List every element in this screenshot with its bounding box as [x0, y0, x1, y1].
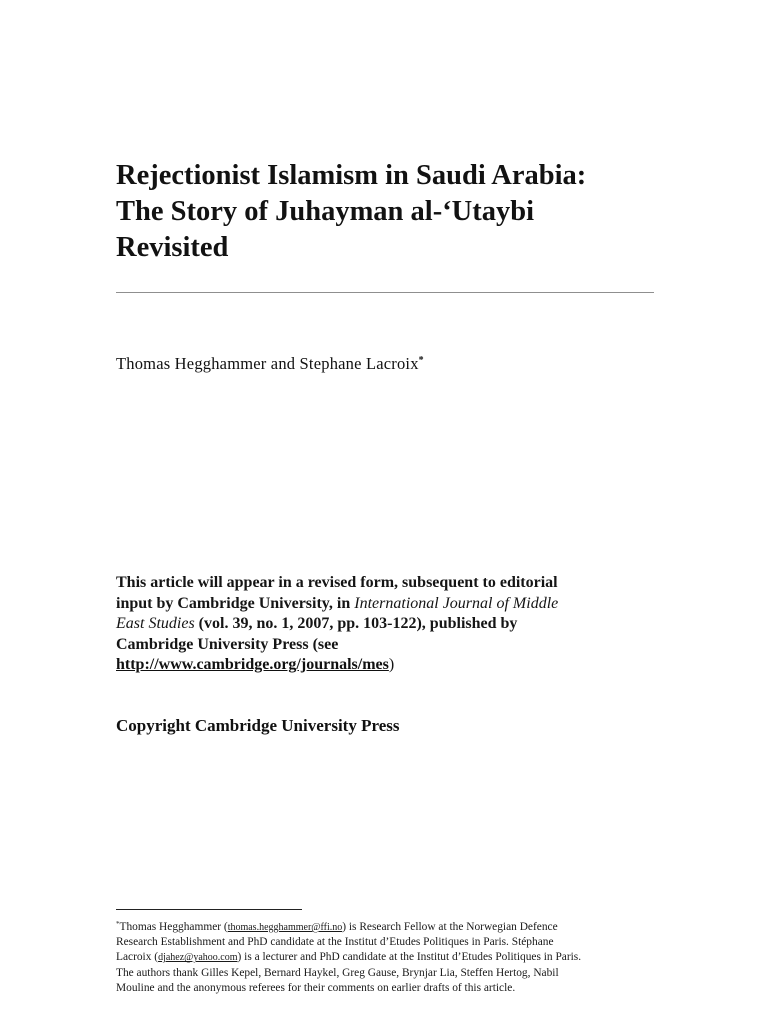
- article-title: [116, 158, 676, 266]
- url-close-paren: ): [388, 656, 395, 674]
- title-divider: [116, 292, 654, 293]
- notice-line-2: [116, 594, 676, 615]
- footnote-divider: [116, 909, 302, 910]
- journal-name-part-2: East Studies: [116, 615, 195, 633]
- footnote-line-1-post: ) is Research Fellow at the Norwegian Defence: [342, 921, 558, 933]
- footnote-line-3-post: ) is a lecturer and PhD candidate at the Institut d’Etudes Politiques in Paris.: [237, 951, 582, 964]
- notice-line-4: Cambridge University Press (see: [116, 635, 339, 653]
- journal-name-part-1: International Journal of Middle: [354, 594, 559, 612]
- notice-line-3-text: (vol. 39, no. 1, 2007, pp. 103-122), published by: [194, 615, 518, 633]
- title-line-1: Rejectionist Islamism in Saudi Arabia:: [116, 160, 587, 191]
- footnote-line-3: [116, 950, 656, 965]
- title-line-2: The Story of Juhayman al-‘Utaybi: [116, 196, 535, 227]
- notice-line-2-text: input by Cambridge University, in: [116, 594, 355, 612]
- footnote-line-1: [116, 917, 656, 935]
- email-link-hegghammer[interactable]: thomas.hegghammer@ffi.no: [227, 922, 343, 933]
- notice-line-1: This article will appear in a revised form, subsequent to editorial: [116, 574, 558, 591]
- copyright-statement: Copyright Cambridge University Press: [116, 716, 400, 735]
- notice-line-5: [116, 655, 676, 676]
- email-link-lacroix[interactable]: djahez@yahoo.com: [158, 952, 238, 964]
- journal-url-link[interactable]: http://www.cambridge.org/journals/mes: [116, 656, 389, 674]
- footnote-line-3-pre: Lacroix (: [116, 951, 159, 964]
- notice-line-3: [116, 614, 676, 635]
- footnote-marker: *: [116, 920, 120, 928]
- author-line: [116, 351, 424, 374]
- footnote: [116, 917, 656, 996]
- footnote-line-2: Research Establishment and PhD candidate at the Institut d’Etudes Politiques in Paris. Stéphane: [116, 936, 554, 949]
- footnote-line-5: Mouline and the anonymous referees for their comments on earlier drafts of this article.: [116, 981, 516, 994]
- footnote-line-4: The authors thank Gilles Kepel, Bernard Haykel, Greg Gause, Brynjar Lia, Steffen Hertog, Nabil: [116, 966, 559, 979]
- author-names: Thomas Hegghammer and Stephane Lacroix: [116, 354, 419, 373]
- publication-notice: [116, 573, 676, 676]
- title-line-3: Revisited: [116, 232, 229, 263]
- author-footnote-marker: *: [418, 355, 424, 366]
- footnote-line-1-pre: Thomas Hegghammer (: [119, 921, 228, 933]
